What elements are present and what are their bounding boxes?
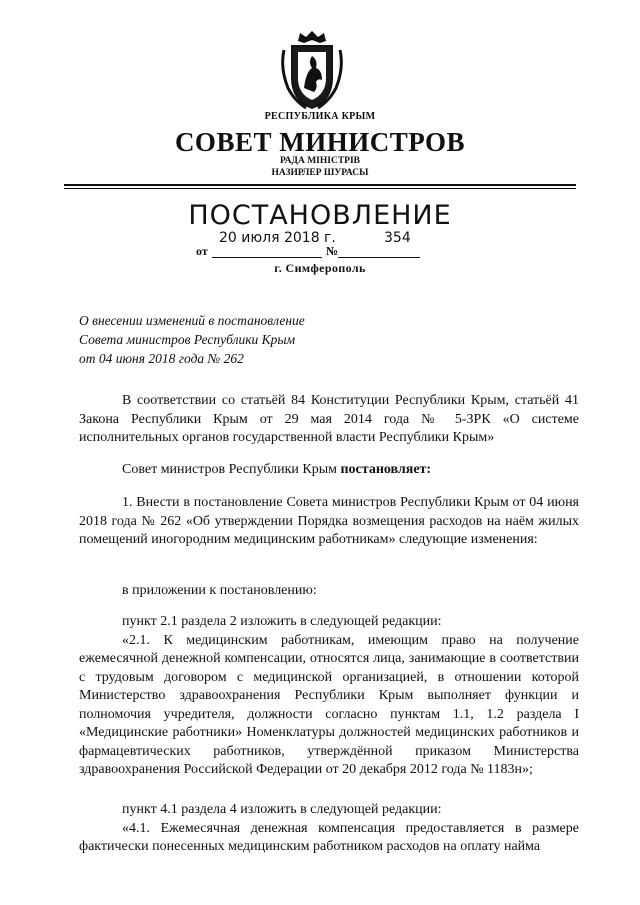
header-divider-thin xyxy=(64,188,576,189)
preamble-paragraph xyxy=(79,392,579,448)
resolution-keyword: постановляет: xyxy=(340,462,432,477)
number-underline xyxy=(338,257,420,258)
item-2-1-paragraph xyxy=(79,613,579,780)
decree-number: 354 xyxy=(384,230,411,246)
paragraph-text: в приложении к постановлению: xyxy=(122,583,317,598)
resolution-text: Совет министров Республики Крым xyxy=(122,462,341,477)
city-name: г. Симферополь xyxy=(274,261,366,275)
decree-subject xyxy=(79,311,399,368)
header-divider-thick xyxy=(64,184,576,186)
republic-name: РЕСПУБЛИКА КРЫМ xyxy=(264,111,376,122)
council-name-ukrainian: РАДА МІНІСТРІВ xyxy=(279,156,360,166)
council-name-crimean-tatar: НАЗИРЛЕР ШУРАСЫ xyxy=(271,168,369,178)
number-sign: № xyxy=(326,244,339,258)
subject-line: от 04 июня 2018 года № 262 xyxy=(79,351,244,366)
paragraph-intro: пункт 2.1 раздела 2 изложить в следующей редакции: xyxy=(122,614,442,629)
crimea-coat-of-arms-icon xyxy=(278,28,346,110)
paragraph-text: «4.1. Ежемесячная денежная компенсация предоставляется в размере фактически понесенных медицинским работником расходов на оплату найма xyxy=(79,820,579,854)
item-4-1-paragraph xyxy=(79,801,579,857)
paragraph-text xyxy=(79,461,579,480)
appendix-paragraph xyxy=(79,582,579,601)
clause-1-paragraph xyxy=(79,494,579,550)
paragraph-text: В соответствии со статьёй 84 Конституции Республики Крым, статьёй 41 Закона Республики Крым от 29 мая 2014 года № 5-ЗРК «О системе исполнительных органов государственной власти Республики Крым» xyxy=(79,393,579,445)
subject-line: Совета министров Республики Крым xyxy=(79,332,296,347)
decree-title: ПОСТАНОВЛЕНИЕ xyxy=(188,200,452,231)
subject-line: О внесении изменений в постановление xyxy=(79,313,305,328)
paragraph-text: «2.1. К медицинским работникам, имеющим право на получение ежемесячной денежной компенсации, относятся лица, занимающие в соответствии с трудовым договором с медицинской организацией, в отношении которой Министерство здравоохранения Республики Крым выполняет функции и полномочия учредителя, должности согласно пунктам 1.1, 1.2 раздела I «Медицинские работники» Номенклатуры должностей медицинских работников и фармацевтических работников, утверждённой приказом Министерства здравоохранения Российской Федерации от 20 декабря 2012 года № 1183н»; xyxy=(79,632,579,777)
council-name: СОВЕТ МИНИСТРОВ xyxy=(174,127,466,157)
paragraph-text: 1. Внести в постановление Совета министров Республики Крым от 04 июня 2018 года № 262 «Об утверждении Порядка возмещения расходов на наём жилых помещений иногородним медицинским работникам» следующие изменения: xyxy=(79,495,579,547)
decree-date: 20 июля 2018 г. xyxy=(219,230,336,246)
resolution-paragraph xyxy=(79,461,579,480)
date-label: от xyxy=(196,244,208,258)
paragraph-intro: пункт 4.1 раздела 4 изложить в следующей редакции: xyxy=(122,802,442,817)
date-underline xyxy=(212,257,322,258)
